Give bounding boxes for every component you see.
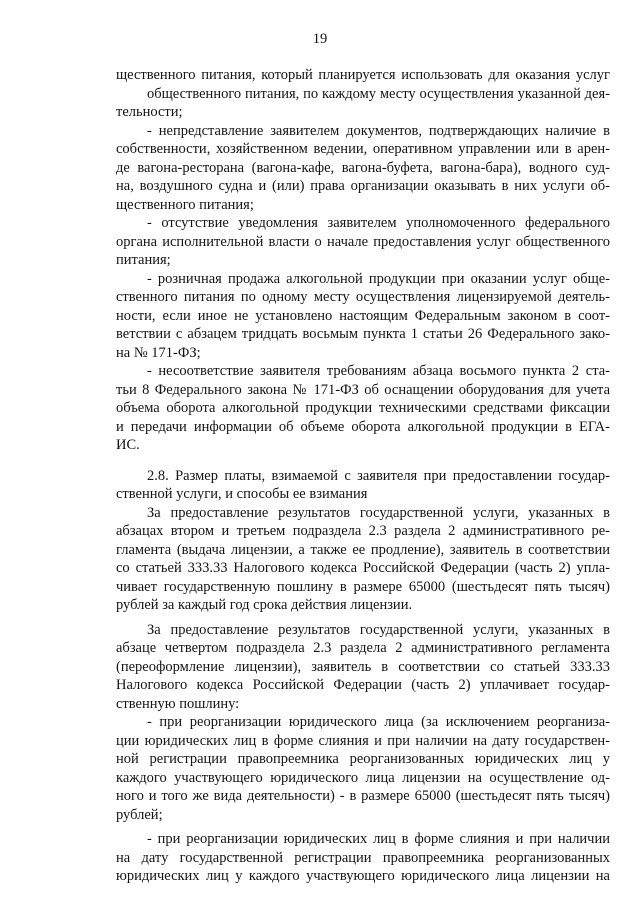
page-number: 19 xyxy=(312,31,328,47)
text-line: ИС. xyxy=(116,437,140,453)
text-line: на, воздушного судна и (или) права организации оказывать в них услуги об- xyxy=(116,178,610,194)
page-body xyxy=(116,66,610,886)
text-line: За предоставление результатов государственной услуги, указанных в xyxy=(147,504,610,521)
text-line: - несоответствие заявителя требованиям абзаца восьмого пункта 2 ста- xyxy=(147,363,610,379)
text-line: - при реорганизации юридического лица (за исключением реорганиза- xyxy=(147,714,610,730)
body-paragraph xyxy=(116,504,610,615)
text-line: объема оборота алкогольной продукции техническими средствами фиксации xyxy=(116,400,610,416)
text-line: ственную пошлину: xyxy=(116,695,240,712)
text-line: общественного питания, по каждому месту осуществления указанной дея- xyxy=(147,85,610,102)
text-line: - отсутствие уведомления заявителем уполномоченного федерального xyxy=(147,215,610,231)
text-line: За предоставление результатов государственной услуги, указанных в xyxy=(147,621,610,638)
text-line: питания; xyxy=(116,252,171,268)
text-line: тельности; xyxy=(116,104,183,120)
text-line: ной регистрации правопреемника реорганизованных юридических лиц у xyxy=(116,751,610,767)
text-line: на № 171-ФЗ; xyxy=(116,344,201,361)
text-line: рублей; xyxy=(116,806,163,823)
text-line: чивает государственную пошлину в размере 65000 (шестьдесят пять тысяч) xyxy=(116,578,610,595)
text-line: ветствии с абзацем тридцать восьмым пункта 1 статьи 26 Федерального зако- xyxy=(116,326,610,342)
text-line: на дату государственной регистрации правопреемника реорганизованных xyxy=(116,849,610,866)
text-line: со статьей 333.33 Налогового кодекса Российской Федерации (часть 2) упла- xyxy=(116,560,610,576)
text-line: - розничная продажа алкогольной продукции при оказании услуг обще- xyxy=(147,270,610,287)
text-line: гламента (выдача лицензии, а также ее продление), заявитель в соответствии xyxy=(116,541,610,558)
text-line: щественного питания; xyxy=(116,196,254,213)
list-item xyxy=(116,214,610,270)
list-item xyxy=(116,713,610,824)
text-line: тьи 8 Федерального закона № 171-ФЗ об оснащении оборудования для учета xyxy=(116,381,610,398)
body-paragraph xyxy=(116,621,610,714)
list-item xyxy=(116,270,610,363)
text-line: рублей за каждый год срока действия лицензии. xyxy=(116,597,413,613)
text-line: Налогового кодекса Российской Федерации (часть 2) уплачивает государ- xyxy=(116,677,610,693)
text-line: каждого участвующего юридического лица лицензии на осуществление од- xyxy=(116,769,610,786)
text-line: ции юридических лиц в форме слияния и при наличии на дату государствен- xyxy=(116,732,610,749)
text-line: абзацах втором и третьем подраздела 2.3 раздела 2 административного ре- xyxy=(116,523,610,539)
text-line: ственного питания по одному месту осуществления лицензируемой деятель- xyxy=(116,289,610,305)
list-item xyxy=(116,362,610,455)
text-line: собственности, хозяйственном ведении, оперативном управлении или в арен- xyxy=(116,141,610,157)
text-line: - при реорганизации юридических лиц в форме слияния и при наличии xyxy=(147,831,610,847)
text-line: органа исполнительной власти о начале предоставления услуг общественного xyxy=(116,233,610,250)
section-spacer xyxy=(116,455,610,467)
text-line: ственной услуги, и способы ее взимания xyxy=(116,486,368,502)
text-line: (переоформление лицензии), заявитель в соответствии со статьей 333.33 xyxy=(116,658,610,675)
text-line: де вагона-ресторана (вагона-кафе, вагона-буфета, вагона-бара), водного суд- xyxy=(116,159,610,176)
text-line: 2.8. Размер платы, взимаемой с заявителя при предоставлении государ- xyxy=(147,467,610,484)
paragraph-continuation xyxy=(116,66,610,122)
text-line: абзаце четвертом подраздела 2.3 раздела 2 административного регламента xyxy=(116,640,610,656)
list-item xyxy=(116,830,610,886)
text-line: ности, если иное не установлено настоящим Федеральным законом в соот- xyxy=(116,307,610,324)
text-line: - непредставление заявителем документов, подтверждающих наличие в xyxy=(147,122,610,139)
section-heading xyxy=(116,467,610,504)
text-line: ного и того же вида деятельности) - в размере 65000 (шестьдесят пять тысяч) xyxy=(116,788,610,804)
text-line: и передачи информации об объеме оборота алкогольной продукции в ЕГА- xyxy=(116,418,610,435)
text-line: юридических лиц у каждого участвующего юридического лица лицензии на xyxy=(116,868,610,884)
text-line: щественного питания, который планируется использовать для оказания услуг xyxy=(116,67,610,83)
list-item xyxy=(116,122,610,215)
